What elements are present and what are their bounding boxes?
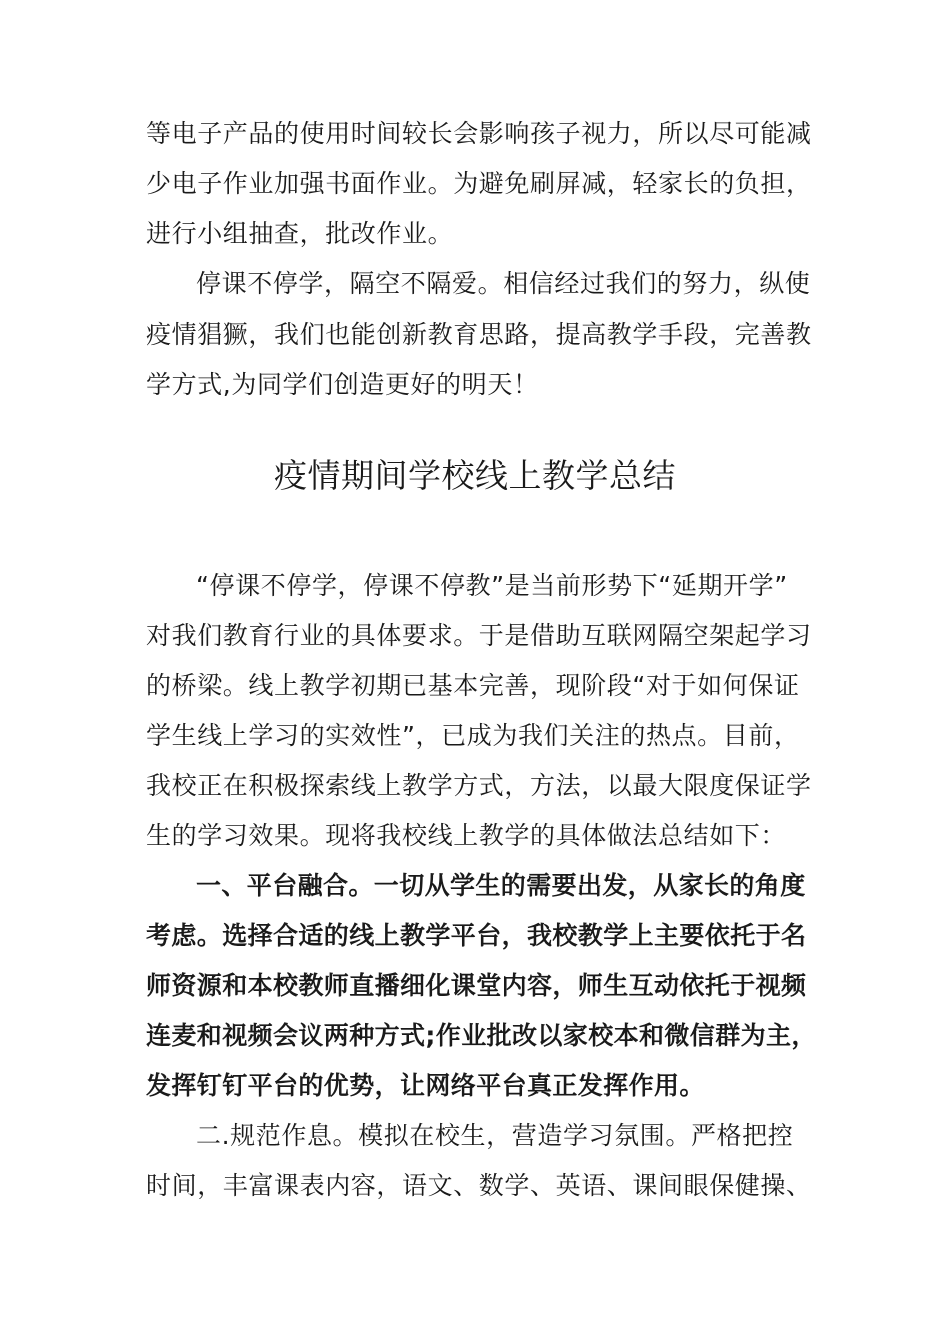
body-paragraph-2-line-1: 一、平台融合。一切从学生的需要出发，从家长的角度 [196, 871, 806, 900]
body-paragraph-1-line-1: “停课不停学，停课不停教”是当前形势下“延期开学” [196, 571, 788, 600]
body-paragraph-3-line-1: 二.规范作息。模拟在校生，营造学习氛围。严格把控 [196, 1121, 794, 1150]
intro-paragraph-1-line-2: 少电子作业加强书面作业。为避免刷屏减，轻家长的负担， [146, 169, 812, 198]
body-paragraph-2-line-3: 师资源和本校教师直播细化课堂内容，师生互动依托于视频 [146, 971, 807, 1000]
body-paragraph-2-line-5: 发挥钉钉平台的优势，让网络平台真正发挥作用。 [146, 1071, 705, 1100]
body-paragraph-1-line-3: 的桥梁。线上教学初期已基本完善，现阶段“对于如何保证 [146, 671, 800, 700]
body-paragraph-1-line-2: 对我们教育行业的具体要求。于是借助互联网隔空架起学习 [146, 621, 812, 650]
body-paragraph-1-line-6: 生的学习效果。现将我校线上教学的具体做法总结如下： [146, 821, 787, 850]
document-title: 疫情期间学校线上教学总结 [274, 456, 676, 495]
intro-paragraph-2-line-3: 学方式,为同学们创造更好的明天！ [146, 370, 539, 399]
body-paragraph-2-line-4: 连麦和视频会议两种方式;作业批改以家校本和微信群为主， [146, 1021, 817, 1050]
intro-paragraph-2-line-2: 疫情猖獗，我们也能创新教育思路，提高教学手段，完善教 [146, 320, 812, 349]
intro-paragraph-1-line-3: 进行小组抽查，批改作业。 [146, 219, 454, 248]
body-paragraph-1-line-5: 我校正在积极探索线上教学方式，方法，以最大限度保证学 [146, 771, 812, 800]
body-paragraph-1-line-4: 学生线上学习的实效性”，已成为我们关注的热点。目前， [146, 721, 800, 750]
intro-paragraph-2-line-1: 停课不停学，隔空不隔爱。相信经过我们的努力，纵使 [196, 269, 811, 298]
intro-paragraph-1-line-1: 等电子产品的使用时间较长会影响孩子视力，所以尽可能减 [146, 119, 812, 148]
body-paragraph-2-line-2: 考虑。选择合适的线上教学平台，我校教学上主要依托于名 [146, 921, 807, 950]
body-paragraph-3-line-2: 时间，丰富课表内容，语文、数学、英语、课间眼保健操、 [146, 1171, 812, 1200]
